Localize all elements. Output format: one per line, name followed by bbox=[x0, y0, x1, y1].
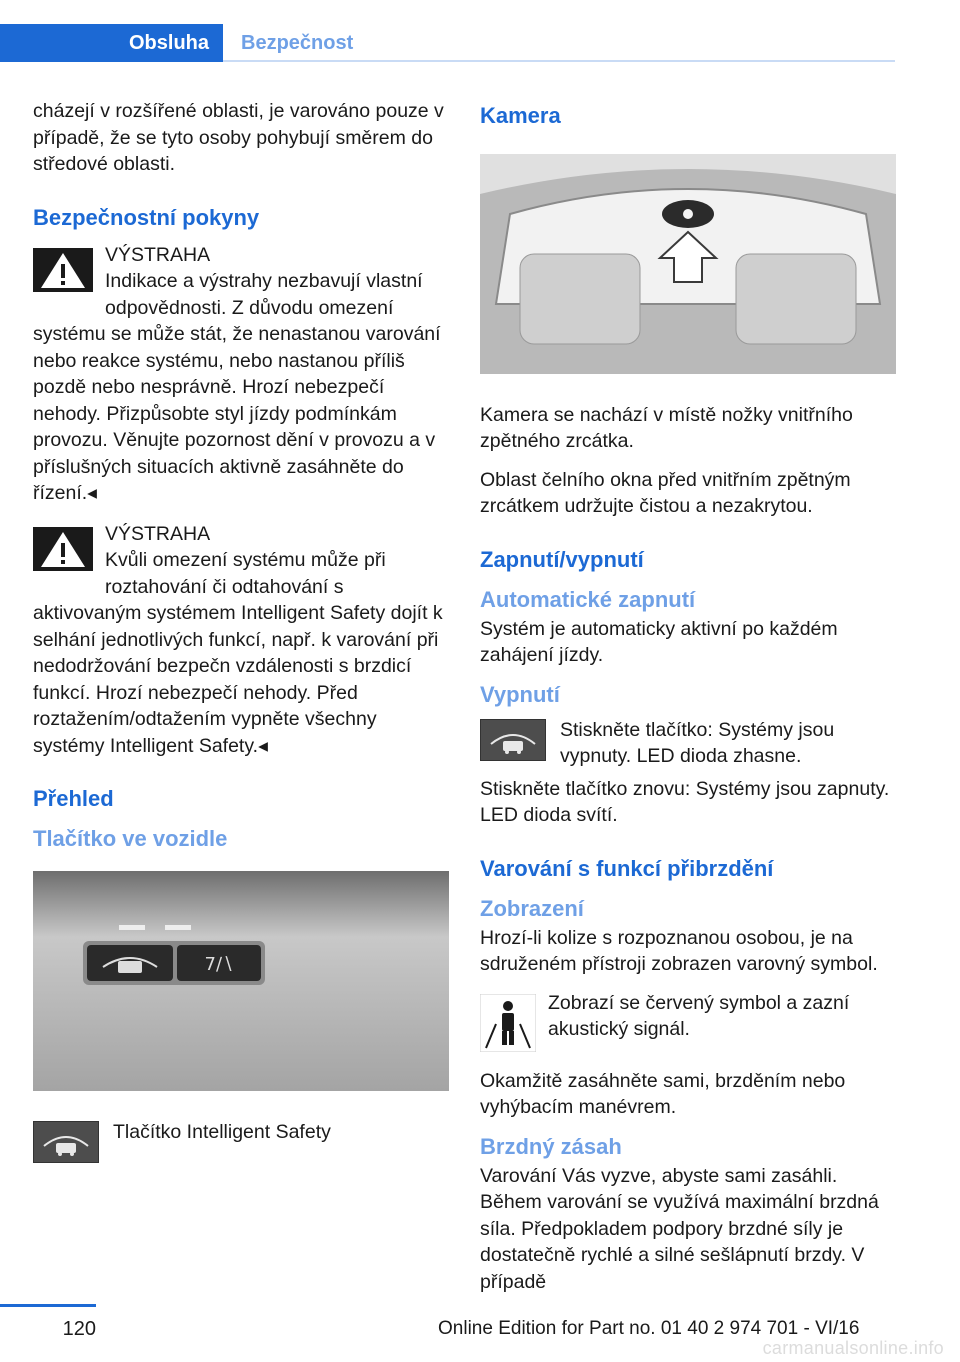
vehicle-button-photo bbox=[33, 871, 449, 1091]
warning-title: VÝSTRAHA bbox=[105, 243, 211, 266]
warning-text: Kvůli omezení systému může při roztahování či odtahování s aktivovaným systémem Intelligent Safety dojít k selhání jednotlivých funkcí, např. k varování při nedodržování bezpečn vzdálenosti s brzdicí funkcí. Hrozí nebezpečí nehody. Před roztažením/odtažením vypněte všechny systémy Intelligent Safety.◂ bbox=[33, 549, 443, 757]
tab-bar bbox=[0, 24, 895, 62]
heading-camera: Kamera bbox=[480, 103, 561, 128]
intro-paragraph: cházejí v rozšířené oblasti, je varováno pouze v případě, že se tyto osoby pohybují směrem do středové oblasti. bbox=[33, 100, 444, 175]
off-text-1: Stiskněte tlačítko: Systémy jsou vypnuty. LED dioda zhasne. bbox=[560, 718, 835, 767]
heading-safety: Bezpečnostní pokyny bbox=[33, 204, 260, 230]
page-number: 120 bbox=[62, 1318, 96, 1340]
footer-edition: Online Edition for Part no. 01 40 2 974 701 - VI/16 bbox=[438, 1318, 860, 1339]
pedestrian-warning-icon bbox=[480, 994, 536, 1052]
warning-block-1 bbox=[33, 242, 449, 507]
off-text-2: Stiskněte tlačítko znovu: Systémy jsou zapnuty. LED dioda svítí. bbox=[480, 777, 890, 826]
intelligent-safety-button-icon bbox=[480, 719, 546, 761]
heading-brake: Brzdný zásah bbox=[480, 1133, 622, 1159]
svg-text:7∕∖: 7∕∖ bbox=[204, 954, 234, 975]
heading-off: Vypnutí bbox=[480, 681, 560, 707]
heading-display: Zobrazení bbox=[480, 895, 584, 921]
warning-text: Indikace a výstrahy nezbavují vlastní odpovědnosti. Z důvodu omezení systému se může stát, že nenastanou varování nebo reakce systému, nebo nastanou příliš pozdě nebo nesprávně. Hrozí nebezpečí nehody. Přizpůsobte styl jízdy podmínkám provozu. Věnujte pozornost dění v provozu a v příslušných situacích aktivně zasáhněte do řízení.◂ bbox=[33, 270, 441, 504]
warning-block-2 bbox=[33, 521, 449, 760]
warning-triangle-icon bbox=[33, 248, 93, 292]
warning-title: VÝSTRAHA bbox=[105, 522, 211, 545]
heading-on-off: Zapnutí/vypnutí bbox=[480, 546, 644, 572]
heading-overview: Přehled bbox=[33, 786, 114, 811]
page-number-rule bbox=[0, 1304, 96, 1307]
act-text: Okamžitě zasáhněte sami, brzděním nebo vyhýbacím manévrem. bbox=[480, 1069, 846, 1118]
warning-triangle-icon bbox=[33, 527, 93, 571]
auto-on-text: Systém je automaticky aktivní po každém zahájení jízdy. bbox=[480, 617, 838, 666]
camera-paragraph-1: Kamera se nachází v místě nožky vnitřního zpětného zrcátka. bbox=[480, 403, 853, 452]
symbol-instruction bbox=[480, 990, 896, 1058]
tab-obsluha[interactable]: Obsluha bbox=[0, 24, 223, 62]
display-text: Hrozí-li kolize s rozpoznanou osobou, je na sdruženém přístroji zobrazen varovný symbol. bbox=[480, 926, 878, 975]
brake-text: Varování Vás vyzve, abyste sami zasáhli. Během varování se využívá maximální brzdná síla. Předpokladem podpory brzdné síly je dostatečně rychlé a silné sešlápnutí brzdy. V případě bbox=[480, 1164, 879, 1293]
symbol-text: Zobrazí se červený symbol a zazní akustický signál. bbox=[548, 991, 850, 1040]
button-legend bbox=[33, 1119, 449, 1169]
camera-location-photo bbox=[480, 154, 896, 374]
intelligent-safety-button-icon bbox=[33, 1121, 99, 1163]
off-instruction bbox=[480, 717, 896, 770]
camera-paragraph-2: Oblast čelního okna před vnitřním zpětným zrcátkem udržujte čistou a nezakrytou. bbox=[480, 468, 851, 517]
tab-bezpecnost[interactable]: Bezpečnost bbox=[241, 32, 354, 54]
heading-auto-on: Automatické zapnutí bbox=[480, 586, 696, 612]
button-caption: Tlačítko Intelligent Safety bbox=[113, 1120, 331, 1143]
watermark: carmanualsonline.info bbox=[762, 1338, 944, 1358]
heading-warning-brake: Varování s funkcí přibrzdění bbox=[480, 855, 774, 881]
left-column bbox=[33, 98, 449, 1169]
right-column bbox=[480, 102, 896, 1307]
heading-button-in-vehicle: Tlačítko ve vozidle bbox=[33, 826, 228, 851]
tab-divider bbox=[223, 60, 895, 62]
